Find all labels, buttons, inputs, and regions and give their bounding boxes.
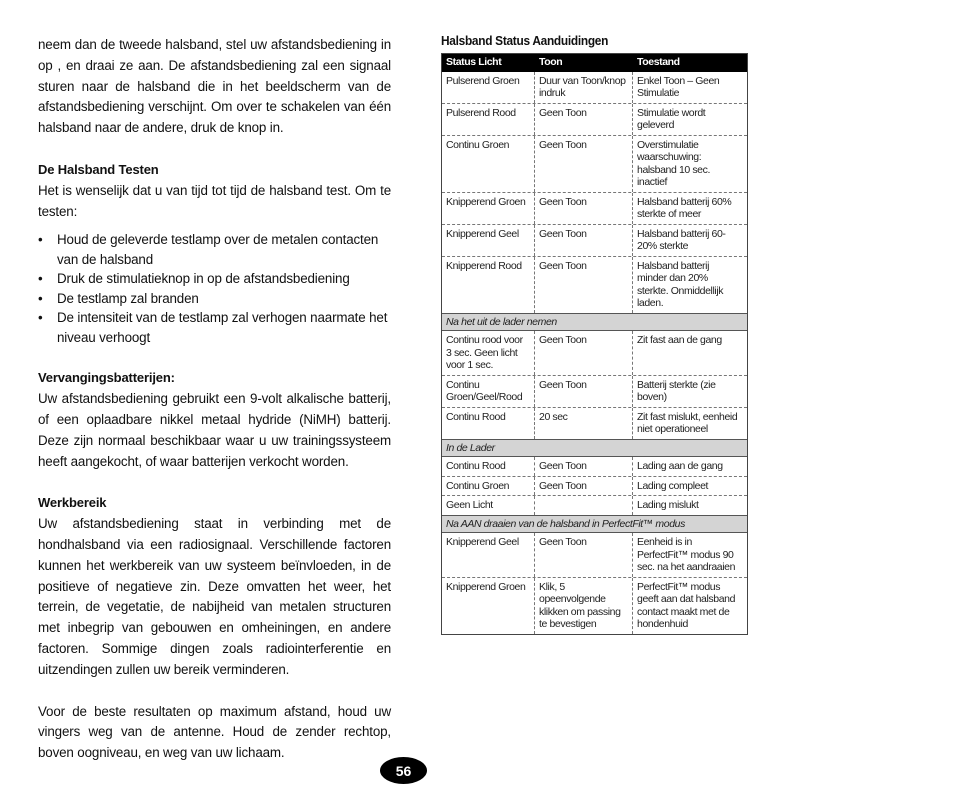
batteries-paragraph: Uw afstandsbediening gebruikt een 9-volt alkalische batterij, of een oplaadbare nikkel metaal hydride (NiMH) batterij. Deze zijn normaal beschikbaar waar u uw trainingssysteem heeft aangekocht, of waar batterijen verkocht worden. [38,391,391,469]
table-cell: Continu Rood [442,457,535,476]
table-row [442,376,747,408]
body-text-column [38,35,391,764]
table-cell: Halsband batterij 60-20% sterkte [637,227,726,252]
page-number-badge: 56 [380,757,427,784]
bullet-item: • De testlamp zal branden [38,289,391,309]
intro-paragraph: neem dan de tweede halsband, stel uw afstandsbediening in op , en draai ze aan. De afstandsbediening zal een signaal sturen naar de halsband die in het beeldscherm van de afstandsbediening verschijnt. Om over te schakelen van één halsband naar de andere, druk de knop in. [38,37,391,136]
table-cell: Overstimulatie waarschuwing: halsband 10 sec. inactief [637,138,710,188]
table-row [442,225,747,257]
testing-bullet-list [38,230,391,347]
table-cell: Enkel Toon – Geen Stimulatie [637,74,720,99]
table-row [442,257,747,313]
table-cell: Geen Toon [535,376,633,407]
table-cell: Duur van Toon/knop indruk [535,72,633,103]
bullet-item: • De intensiteit van de testlamp zal verhogen naarmate het niveau verhoogt [38,308,391,347]
table-cell: Knipperend Geel [442,225,535,256]
table-row [442,457,747,477]
table-cell: Pulserend Rood [442,104,535,135]
table-cell: Continu Groen [442,136,535,192]
table-cell: 20 sec [535,408,633,439]
table-cell: Klik, 5 opeenvolgende klikken om passing te bevestigen [535,578,633,634]
section-row: Na het uit de lader nemen [442,313,747,332]
range-heading: Werkbereik [38,495,107,511]
bullet-item: • Druk de stimulatieknop in op de afstandsbediening [38,269,391,289]
table-row [442,136,747,193]
table-cell: Pulserend Groen [442,72,535,103]
section-row: In de Lader [442,439,747,458]
table-cell: Geen Toon [535,225,633,256]
header-cell: Toestand [637,56,680,68]
table-cell: Lading mislukt [637,499,699,511]
batteries-heading: Vervangingsbatterijen: [38,370,175,386]
table-cell: Halsband batterij 60% sterkte of meer [637,195,732,220]
table-cell: Geen Licht [442,496,535,515]
table-cell: Geen Toon [535,104,633,135]
table-row [442,72,747,104]
table-row [442,578,747,634]
table-cell: Lading aan de gang [637,460,723,472]
table-cell: Continu Groen [442,477,535,496]
table-cell: Batterij sterkte (zie boven) [637,378,716,403]
table-cell: Geen Toon [535,331,633,375]
table-cell: Lading compleet [637,479,709,492]
table-cell: Knipperend Groen [442,193,535,224]
table-cell [535,496,633,515]
table-row [442,533,747,578]
table-cell: Knipperend Geel [442,533,535,577]
table-cell: Eenheid is in PerfectFit™ modus 90 sec. na het aandraaien [637,536,736,573]
table-cell: Stimulatie wordt geleverd [637,106,706,131]
table-cell: Halsband batterij minder dan 20% sterkte. Onmiddellijk laden. [637,259,724,309]
header-cell: Toon [539,56,563,68]
table-cell: Geen Toon [535,457,633,476]
table-row [442,104,747,136]
range-paragraph: Uw afstandsbediening staat in verbinding met de hondhalsband via een radiosignaal. Verschillende factoren kunnen het werkbereik van uw systeem beïnvloeden, in de positieve of negatieve zin. Deze omvatten het weer, het terrein, de vegetatie, de nabijheid van metalen structuren met inbegrip van gebouwen en omheiningen, en andere factoren. Sommige dingen zoals radiointerferentie en uitzendingen zullen uw bereik verminderen. [38,516,391,677]
table-header-row [442,54,747,72]
table-title: Halsband Status Aanduidingen [441,34,609,48]
table-cell: Continu rood voor 3 sec. Geen licht voor 1 sec. [442,331,535,375]
table-cell: Knipperend Rood [442,257,535,313]
table-cell: Continu Groen/Geel/Rood [442,376,535,407]
table-row [442,477,747,497]
table-row [442,331,747,376]
table-cell: Zit fast mislukt, eenheid niet operationeel [637,410,738,435]
table-cell: PerfectFit™ modus geeft aan dat halsband contact maakt met de hondenhuid [637,580,736,630]
testing-paragraph: Het is wenselijk dat u van tijd tot tijd de halsband test. Om te testen: [38,182,391,219]
table-cell: Zit fast aan de gang [637,334,722,346]
table-row [442,408,747,439]
table-cell: Geen Toon [535,533,633,577]
table-row [442,193,747,225]
table-cell: Geen Toon [535,257,633,313]
testing-heading: De Halsband Testen [38,161,159,177]
table-cell: Geen Toon [535,136,633,192]
best-results-paragraph: Voor de beste resultaten op maximum afstand, houd uw vingers weg van de antenne. Houd de zender rechtop, boven oogniveau, en weg van uw lichaam. [38,703,391,761]
table-cell: Knipperend Groen [442,578,535,634]
header-cell: Status Licht [446,56,502,68]
section-row: Na AAN draaien van de halsband in PerfectFit™ modus [442,515,747,534]
status-table [441,53,748,635]
table-row [442,496,747,515]
table-cell: Geen Toon [535,477,633,496]
table-cell: Continu Rood [442,408,535,439]
bullet-item: • Houd de geleverde testlamp over de metalen contacten van de halsband [38,230,391,269]
table-cell: Geen Toon [535,193,633,224]
